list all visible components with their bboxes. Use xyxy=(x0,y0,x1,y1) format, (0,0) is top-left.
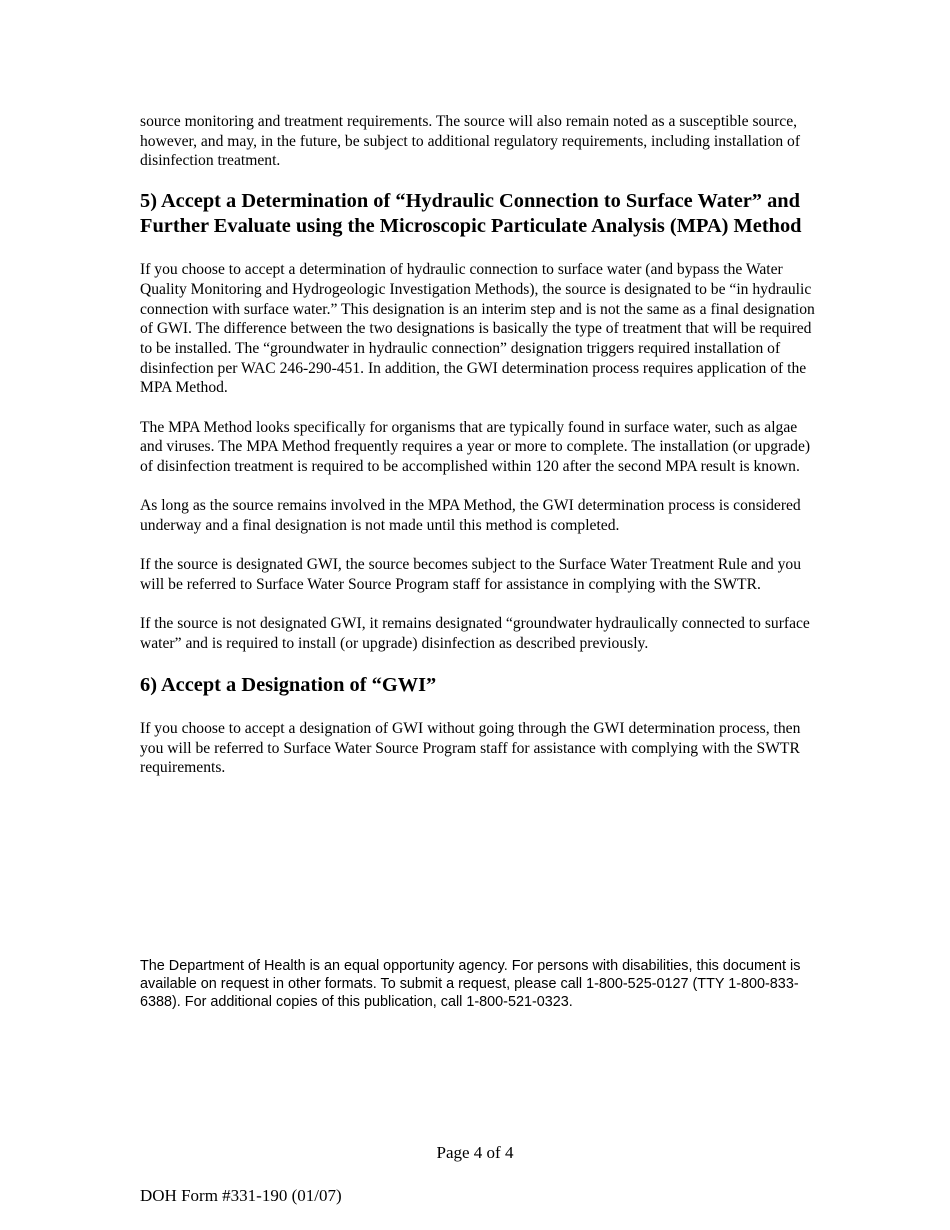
section-5-paragraph-1: If you choose to accept a determination of hydraulic connection to surface water (and bypass the Water Quality Monitoring and Hydrogeologic Investigation Methods), the source is designated to be “in hydraulic connection with surface water.” This designation is an interim step and is not the same as a final designation of GWI. The difference between the two designations is basically the type of treatment that will be required to be installed. The “groundwater in hydraulic connection” designation triggers required installation of disinfection per WAC 246-290-451. In addition, the GWI determination process requires application of the MPA Method. xyxy=(140,261,815,397)
section-5-paragraph-5: If the source is not designated GWI, it remains designated “groundwater hydraulically connected to surface water” and is required to install (or upgrade) disinfection as described previously. xyxy=(140,614,810,652)
section-5-paragraph-3: As long as the source remains involved in the MPA Method, the GWI determination process is considered underway and a final designation is not made until this method is completed. xyxy=(140,497,801,534)
section-5-paragraph-2: The MPA Method looks specifically for organisms that are typically found in surface water, such as algae and viruses. The MPA Method frequently requires a year or more to complete. The installation (or upgrade) of disinfection treatment is required to be accomplished within 120 after the second MPA result is known. xyxy=(140,418,811,475)
document-body xyxy=(140,112,815,797)
equal-opportunity-notice: The Department of Health is an equal opportunity agency. For persons with disabilities, this document is available on request in other formats. To submit a request, please call 1-800-525-0127 (TTY 1-800-833-6388). For additional copies of this publication, call 1-800-521-0323. xyxy=(140,958,801,1010)
intro-paragraph: source monitoring and treatment requirements. The source will also remain noted as a susceptible source, however, and may, in the future, be subject to additional regulatory requirements, including installation of disinfection treatment. xyxy=(140,113,801,170)
section-6-paragraph-1: If you choose to accept a designation of GWI without going through the GWI determination process, then you will be referred to Surface Water Source Program staff for assistance with complying with the SWTR requirements. xyxy=(140,719,801,777)
section-6-heading: 6) Accept a Designation of “GWI” xyxy=(140,673,437,696)
section-5-heading: 5) Accept a Determination of “Hydraulic Connection to Surface Water” and Further Evaluate using the Microscopic Particulate Analysis (MPA) Method xyxy=(140,190,802,238)
section-5-paragraph-4: If the source is designated GWI, the source becomes subject to the Surface Water Treatment Rule and you will be referred to Surface Water Source Program staff for assistance in complying with the SWTR. xyxy=(140,556,801,593)
form-identifier: DOH Form #331-190 (01/07) xyxy=(140,1186,342,1205)
page-number: Page 4 of 4 xyxy=(436,1143,514,1162)
